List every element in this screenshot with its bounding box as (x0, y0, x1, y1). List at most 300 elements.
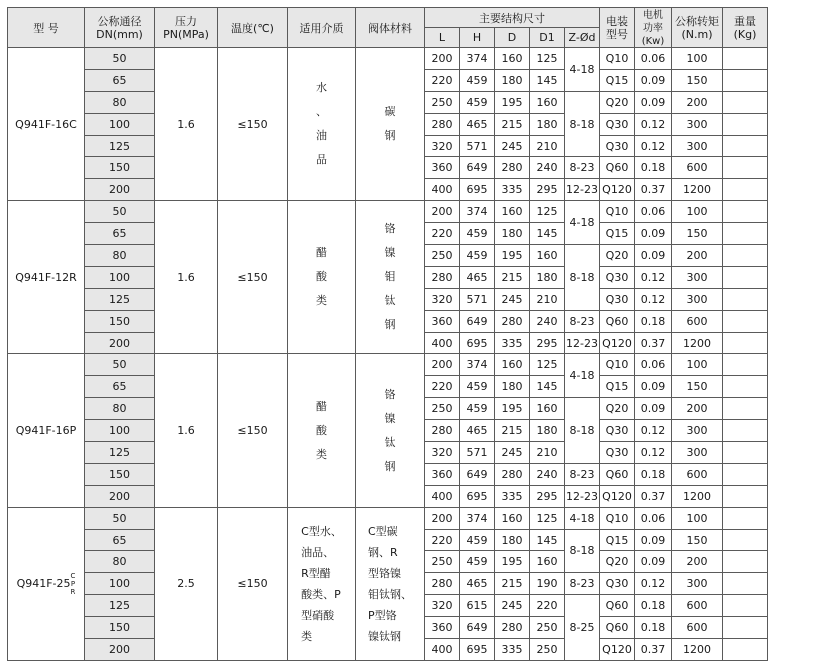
dim-d-cell: 180 (495, 69, 530, 91)
dim-l-cell: 320 (425, 442, 460, 464)
temp-cell (218, 48, 288, 201)
weight-cell (723, 157, 768, 179)
dim-l-cell: 400 (425, 639, 460, 661)
dim-zd-cell: 8-25 (565, 595, 600, 661)
dim-h-cell: 649 (460, 310, 495, 332)
dim-d1-cell: 190 (530, 573, 565, 595)
dim-d-cell: 245 (495, 595, 530, 617)
table-header (8, 8, 768, 48)
header-dims-group: 主要结构尺寸 (425, 8, 600, 28)
dim-l-cell: 220 (425, 69, 460, 91)
dim-d1-cell: 295 (530, 179, 565, 201)
dim-l-cell: 250 (425, 245, 460, 267)
dim-l-cell: 280 (425, 573, 460, 595)
medium-cell (288, 354, 356, 507)
model-label: Q941F-12R (15, 270, 77, 284)
dim-h-cell: 695 (460, 179, 495, 201)
dim-d-cell: 335 (495, 485, 530, 507)
torque-cell: 300 (672, 573, 723, 595)
dim-h-cell: 615 (460, 595, 495, 617)
pn-cell (155, 354, 218, 507)
dim-d-cell: 335 (495, 332, 530, 354)
dim-d1-cell: 295 (530, 485, 565, 507)
pn-cell-text: 1.6 (177, 270, 195, 284)
material-cell-text: 碳 钢 (384, 105, 396, 143)
medium-cell-text: C型水、 油品、 R型醋 酸类、P 型硝酸 类 (301, 524, 342, 643)
dim-h-cell: 649 (460, 463, 495, 485)
weight-cell (723, 135, 768, 157)
dn-cell: 100 (85, 266, 155, 288)
dim-l-cell: 200 (425, 354, 460, 376)
dim-d-cell: 280 (495, 157, 530, 179)
dim-d1-cell: 160 (530, 398, 565, 420)
power-cell: 0.18 (635, 595, 672, 617)
dn-cell: 80 (85, 245, 155, 267)
dn-cell: 80 (85, 91, 155, 113)
dim-zd-cell: 4-18 (565, 507, 600, 529)
dim-d-cell: 180 (495, 223, 530, 245)
torque-cell: 150 (672, 223, 723, 245)
power-cell: 0.09 (635, 245, 672, 267)
dn-cell: 100 (85, 420, 155, 442)
medium-cell (288, 201, 356, 354)
header-power: 电机 功率 (Kw) (635, 8, 672, 48)
dim-zd-cell: 8-23 (565, 310, 600, 332)
dim-h-cell: 459 (460, 69, 495, 91)
material-cell (356, 201, 425, 354)
motor-model-cell: Q120 (600, 639, 635, 661)
torque-cell: 300 (672, 288, 723, 310)
motor-model-cell: Q15 (600, 223, 635, 245)
power-cell: 0.12 (635, 113, 672, 135)
header-medium: 适用介质 (288, 8, 356, 48)
dim-l-cell: 250 (425, 551, 460, 573)
power-cell: 0.12 (635, 135, 672, 157)
motor-model-cell: Q10 (600, 354, 635, 376)
pn-cell (155, 201, 218, 354)
dim-l-cell: 400 (425, 332, 460, 354)
dim-d-cell: 160 (495, 354, 530, 376)
dn-cell: 50 (85, 48, 155, 70)
dim-d-cell: 280 (495, 617, 530, 639)
dim-h-cell: 695 (460, 332, 495, 354)
weight-cell (723, 573, 768, 595)
dim-d-cell: 160 (495, 201, 530, 223)
dim-zd-cell: 12-23 (565, 332, 600, 354)
power-cell: 0.09 (635, 551, 672, 573)
dim-h-cell: 649 (460, 617, 495, 639)
material-cell (356, 354, 425, 507)
dim-h-cell: 571 (460, 135, 495, 157)
header-dn: 公称通径 DN(mm) (85, 8, 155, 48)
torque-cell: 200 (672, 398, 723, 420)
weight-cell (723, 245, 768, 267)
weight-cell (723, 442, 768, 464)
dim-d1-cell: 180 (530, 266, 565, 288)
power-cell: 0.06 (635, 507, 672, 529)
header-temp: 温度(℃) (218, 8, 288, 48)
motor-model-cell: Q20 (600, 398, 635, 420)
temp-cell-text: ≤150 (237, 117, 268, 131)
medium-cell (288, 507, 356, 660)
model-cell (8, 48, 85, 201)
dim-h-cell: 459 (460, 223, 495, 245)
weight-cell (723, 551, 768, 573)
dn-cell: 80 (85, 551, 155, 573)
dim-d1-cell: 125 (530, 354, 565, 376)
dn-cell: 100 (85, 573, 155, 595)
torque-cell: 1200 (672, 639, 723, 661)
dim-l-cell: 360 (425, 310, 460, 332)
dim-h-cell: 465 (460, 266, 495, 288)
table-row (8, 48, 768, 70)
dim-d1-cell: 250 (530, 617, 565, 639)
model-cell (8, 354, 85, 507)
table-body (8, 48, 768, 661)
header-dim-l: L (425, 28, 460, 48)
dim-h-cell: 459 (460, 398, 495, 420)
material-cell-text: C型碳 钢、R 型铬镍 钼钛钢、 P型铬 镍钛钢 (368, 524, 412, 643)
header-motor-model: 电装 型号 (600, 8, 635, 48)
power-cell: 0.09 (635, 91, 672, 113)
dim-d-cell: 195 (495, 398, 530, 420)
dim-l-cell: 320 (425, 595, 460, 617)
dim-zd-cell: 8-18 (565, 245, 600, 311)
weight-cell (723, 179, 768, 201)
material-cell-text: 铬 镍 钛 钢 (384, 387, 396, 473)
dim-d-cell: 195 (495, 551, 530, 573)
torque-cell: 200 (672, 245, 723, 267)
motor-model-cell: Q60 (600, 463, 635, 485)
dim-zd-cell: 4-18 (565, 48, 600, 92)
power-cell: 0.09 (635, 376, 672, 398)
dim-d-cell: 215 (495, 420, 530, 442)
power-cell: 0.12 (635, 266, 672, 288)
torque-cell: 300 (672, 135, 723, 157)
dim-d-cell: 180 (495, 529, 530, 551)
weight-cell (723, 332, 768, 354)
dn-cell: 50 (85, 354, 155, 376)
weight-cell (723, 266, 768, 288)
torque-cell: 300 (672, 266, 723, 288)
motor-model-cell: Q120 (600, 179, 635, 201)
dim-d1-cell: 145 (530, 223, 565, 245)
dim-d1-cell: 125 (530, 201, 565, 223)
dim-l-cell: 360 (425, 617, 460, 639)
dim-d1-cell: 145 (530, 529, 565, 551)
power-cell: 0.06 (635, 354, 672, 376)
motor-model-cell: Q20 (600, 245, 635, 267)
dim-h-cell: 571 (460, 288, 495, 310)
motor-model-cell: Q60 (600, 157, 635, 179)
pn-cell (155, 48, 218, 201)
torque-cell: 300 (672, 420, 723, 442)
dim-h-cell: 374 (460, 354, 495, 376)
dim-l-cell: 360 (425, 157, 460, 179)
power-cell: 0.06 (635, 201, 672, 223)
pn-cell-text: 1.6 (177, 117, 195, 131)
header-dim-h: H (460, 28, 495, 48)
motor-model-cell: Q60 (600, 617, 635, 639)
weight-cell (723, 48, 768, 70)
dim-zd-cell: 8-23 (565, 463, 600, 485)
dim-l-cell: 200 (425, 48, 460, 70)
dim-l-cell: 250 (425, 398, 460, 420)
torque-cell: 100 (672, 48, 723, 70)
table-row (8, 201, 768, 223)
torque-cell: 1200 (672, 485, 723, 507)
torque-cell: 200 (672, 91, 723, 113)
dim-h-cell: 374 (460, 201, 495, 223)
dim-l-cell: 320 (425, 135, 460, 157)
dim-d1-cell: 240 (530, 463, 565, 485)
torque-cell: 100 (672, 354, 723, 376)
dim-d1-cell: 295 (530, 332, 565, 354)
weight-cell (723, 354, 768, 376)
torque-cell: 300 (672, 442, 723, 464)
header-material: 阀体材料 (356, 8, 425, 48)
power-cell: 0.12 (635, 288, 672, 310)
power-cell: 0.37 (635, 332, 672, 354)
dim-h-cell: 374 (460, 507, 495, 529)
material-cell (356, 48, 425, 201)
dn-cell: 200 (85, 639, 155, 661)
dim-zd-cell: 4-18 (565, 354, 600, 398)
weight-cell (723, 288, 768, 310)
medium-cell-text: 醋 酸 类 (316, 399, 327, 461)
power-cell: 0.18 (635, 157, 672, 179)
power-cell: 0.06 (635, 48, 672, 70)
weight-cell (723, 376, 768, 398)
torque-cell: 600 (672, 463, 723, 485)
torque-cell: 150 (672, 376, 723, 398)
dim-l-cell: 400 (425, 485, 460, 507)
motor-model-cell: Q20 (600, 91, 635, 113)
power-cell: 0.18 (635, 617, 672, 639)
dim-d1-cell: 145 (530, 376, 565, 398)
temp-cell-text: ≤150 (237, 270, 268, 284)
torque-cell: 100 (672, 507, 723, 529)
dim-d-cell: 160 (495, 507, 530, 529)
dim-d1-cell: 240 (530, 310, 565, 332)
dim-d-cell: 245 (495, 288, 530, 310)
motor-model-cell: Q15 (600, 376, 635, 398)
dim-d-cell: 245 (495, 135, 530, 157)
dim-h-cell: 465 (460, 420, 495, 442)
dn-cell: 65 (85, 223, 155, 245)
dim-d1-cell: 210 (530, 442, 565, 464)
torque-cell: 600 (672, 617, 723, 639)
power-cell: 0.12 (635, 420, 672, 442)
temp-cell-text: ≤150 (237, 424, 268, 438)
dim-h-cell: 465 (460, 113, 495, 135)
dim-l-cell: 220 (425, 376, 460, 398)
header-torque: 公称转矩 (N.m) (672, 8, 723, 48)
dim-h-cell: 465 (460, 573, 495, 595)
material-cell (356, 507, 425, 660)
model-label: Q941F-16C (15, 117, 77, 131)
dim-d-cell: 280 (495, 463, 530, 485)
power-cell: 0.09 (635, 529, 672, 551)
dim-d1-cell: 160 (530, 91, 565, 113)
dim-d1-cell: 125 (530, 48, 565, 70)
model-cell (8, 507, 85, 660)
weight-cell (723, 201, 768, 223)
dn-cell: 80 (85, 398, 155, 420)
power-cell: 0.18 (635, 463, 672, 485)
dim-h-cell: 649 (460, 157, 495, 179)
dim-d1-cell: 180 (530, 420, 565, 442)
dim-zd-cell: 8-18 (565, 91, 600, 157)
temp-cell (218, 201, 288, 354)
weight-cell (723, 398, 768, 420)
motor-model-cell: Q15 (600, 529, 635, 551)
weight-cell (723, 91, 768, 113)
torque-cell: 600 (672, 157, 723, 179)
dim-d-cell: 195 (495, 91, 530, 113)
dim-l-cell: 220 (425, 529, 460, 551)
weight-cell (723, 113, 768, 135)
dim-d1-cell: 210 (530, 288, 565, 310)
power-cell: 0.12 (635, 573, 672, 595)
dim-zd-cell: 8-23 (565, 157, 600, 179)
dim-h-cell: 374 (460, 48, 495, 70)
dim-l-cell: 280 (425, 113, 460, 135)
dim-zd-cell: 4-18 (565, 201, 600, 245)
dim-d1-cell: 210 (530, 135, 565, 157)
dn-cell: 65 (85, 69, 155, 91)
dim-h-cell: 571 (460, 442, 495, 464)
motor-model-cell: Q30 (600, 113, 635, 135)
dn-cell: 150 (85, 463, 155, 485)
dim-d-cell: 245 (495, 442, 530, 464)
torque-cell: 1200 (672, 179, 723, 201)
dn-cell: 65 (85, 529, 155, 551)
torque-cell: 200 (672, 551, 723, 573)
dn-cell: 125 (85, 595, 155, 617)
table-row (8, 354, 768, 376)
medium-cell (288, 48, 356, 201)
dn-cell: 125 (85, 442, 155, 464)
weight-cell (723, 310, 768, 332)
dim-d-cell: 335 (495, 179, 530, 201)
dim-d-cell: 195 (495, 245, 530, 267)
motor-model-cell: Q10 (600, 507, 635, 529)
dim-l-cell: 280 (425, 420, 460, 442)
dn-cell: 100 (85, 113, 155, 135)
pn-cell (155, 507, 218, 660)
torque-cell: 600 (672, 595, 723, 617)
temp-cell (218, 507, 288, 660)
motor-model-cell: Q30 (600, 420, 635, 442)
power-cell: 0.37 (635, 179, 672, 201)
dn-cell: 200 (85, 179, 155, 201)
dim-d1-cell: 240 (530, 157, 565, 179)
dn-cell: 125 (85, 288, 155, 310)
pn-cell-text: 1.6 (177, 424, 195, 438)
pn-cell-text: 2.5 (177, 577, 195, 591)
dim-h-cell: 459 (460, 551, 495, 573)
torque-cell: 150 (672, 529, 723, 551)
motor-model-cell: Q30 (600, 288, 635, 310)
dim-h-cell: 695 (460, 485, 495, 507)
model-label: Q941F-25 (16, 576, 71, 590)
dn-cell: 200 (85, 485, 155, 507)
dim-h-cell: 459 (460, 91, 495, 113)
dim-d-cell: 280 (495, 310, 530, 332)
dim-zd-cell: 12-23 (565, 485, 600, 507)
dim-d-cell: 180 (495, 376, 530, 398)
header-dim-d: D (495, 28, 530, 48)
material-cell-text: 铬 镍 钼 钛 钢 (384, 222, 396, 332)
medium-cell-text: 水 、 油 品 (316, 81, 327, 167)
dim-h-cell: 459 (460, 245, 495, 267)
dim-l-cell: 220 (425, 223, 460, 245)
motor-model-cell: Q20 (600, 551, 635, 573)
header-dim-d1: D1 (530, 28, 565, 48)
torque-cell: 100 (672, 201, 723, 223)
dn-cell: 50 (85, 201, 155, 223)
weight-cell (723, 463, 768, 485)
weight-cell (723, 529, 768, 551)
dim-l-cell: 360 (425, 463, 460, 485)
torque-cell: 150 (672, 69, 723, 91)
model-cell (8, 201, 85, 354)
dim-d-cell: 215 (495, 266, 530, 288)
header-pn: 压力 PN(MPa) (155, 8, 218, 48)
dim-l-cell: 400 (425, 179, 460, 201)
dim-d1-cell: 125 (530, 507, 565, 529)
motor-model-cell: Q120 (600, 332, 635, 354)
dim-d1-cell: 145 (530, 69, 565, 91)
dim-l-cell: 250 (425, 91, 460, 113)
header-weight: 重量 (Kg) (723, 8, 768, 48)
dim-d-cell: 335 (495, 639, 530, 661)
power-cell: 0.18 (635, 310, 672, 332)
header-dim-zd: Z-Ød (565, 28, 600, 48)
weight-cell (723, 223, 768, 245)
dim-zd-cell: 8-18 (565, 529, 600, 573)
weight-cell (723, 507, 768, 529)
temp-cell (218, 354, 288, 507)
dim-h-cell: 695 (460, 639, 495, 661)
weight-cell (723, 639, 768, 661)
dn-cell: 125 (85, 135, 155, 157)
dim-d1-cell: 250 (530, 639, 565, 661)
torque-cell: 600 (672, 310, 723, 332)
motor-model-cell: Q30 (600, 266, 635, 288)
power-cell: 0.09 (635, 398, 672, 420)
motor-model-cell: Q30 (600, 442, 635, 464)
valve-spec-table (7, 7, 768, 661)
weight-cell (723, 420, 768, 442)
motor-model-cell: Q10 (600, 201, 635, 223)
dn-cell: 65 (85, 376, 155, 398)
dim-zd-cell: 8-23 (565, 573, 600, 595)
motor-model-cell: Q10 (600, 48, 635, 70)
motor-model-cell: Q30 (600, 573, 635, 595)
power-cell: 0.12 (635, 442, 672, 464)
dim-l-cell: 320 (425, 288, 460, 310)
power-cell: 0.09 (635, 69, 672, 91)
dn-cell: 50 (85, 507, 155, 529)
motor-model-cell: Q60 (600, 595, 635, 617)
dim-d-cell: 160 (495, 48, 530, 70)
power-cell: 0.09 (635, 223, 672, 245)
dim-d1-cell: 160 (530, 551, 565, 573)
motor-model-cell: Q15 (600, 69, 635, 91)
weight-cell (723, 485, 768, 507)
